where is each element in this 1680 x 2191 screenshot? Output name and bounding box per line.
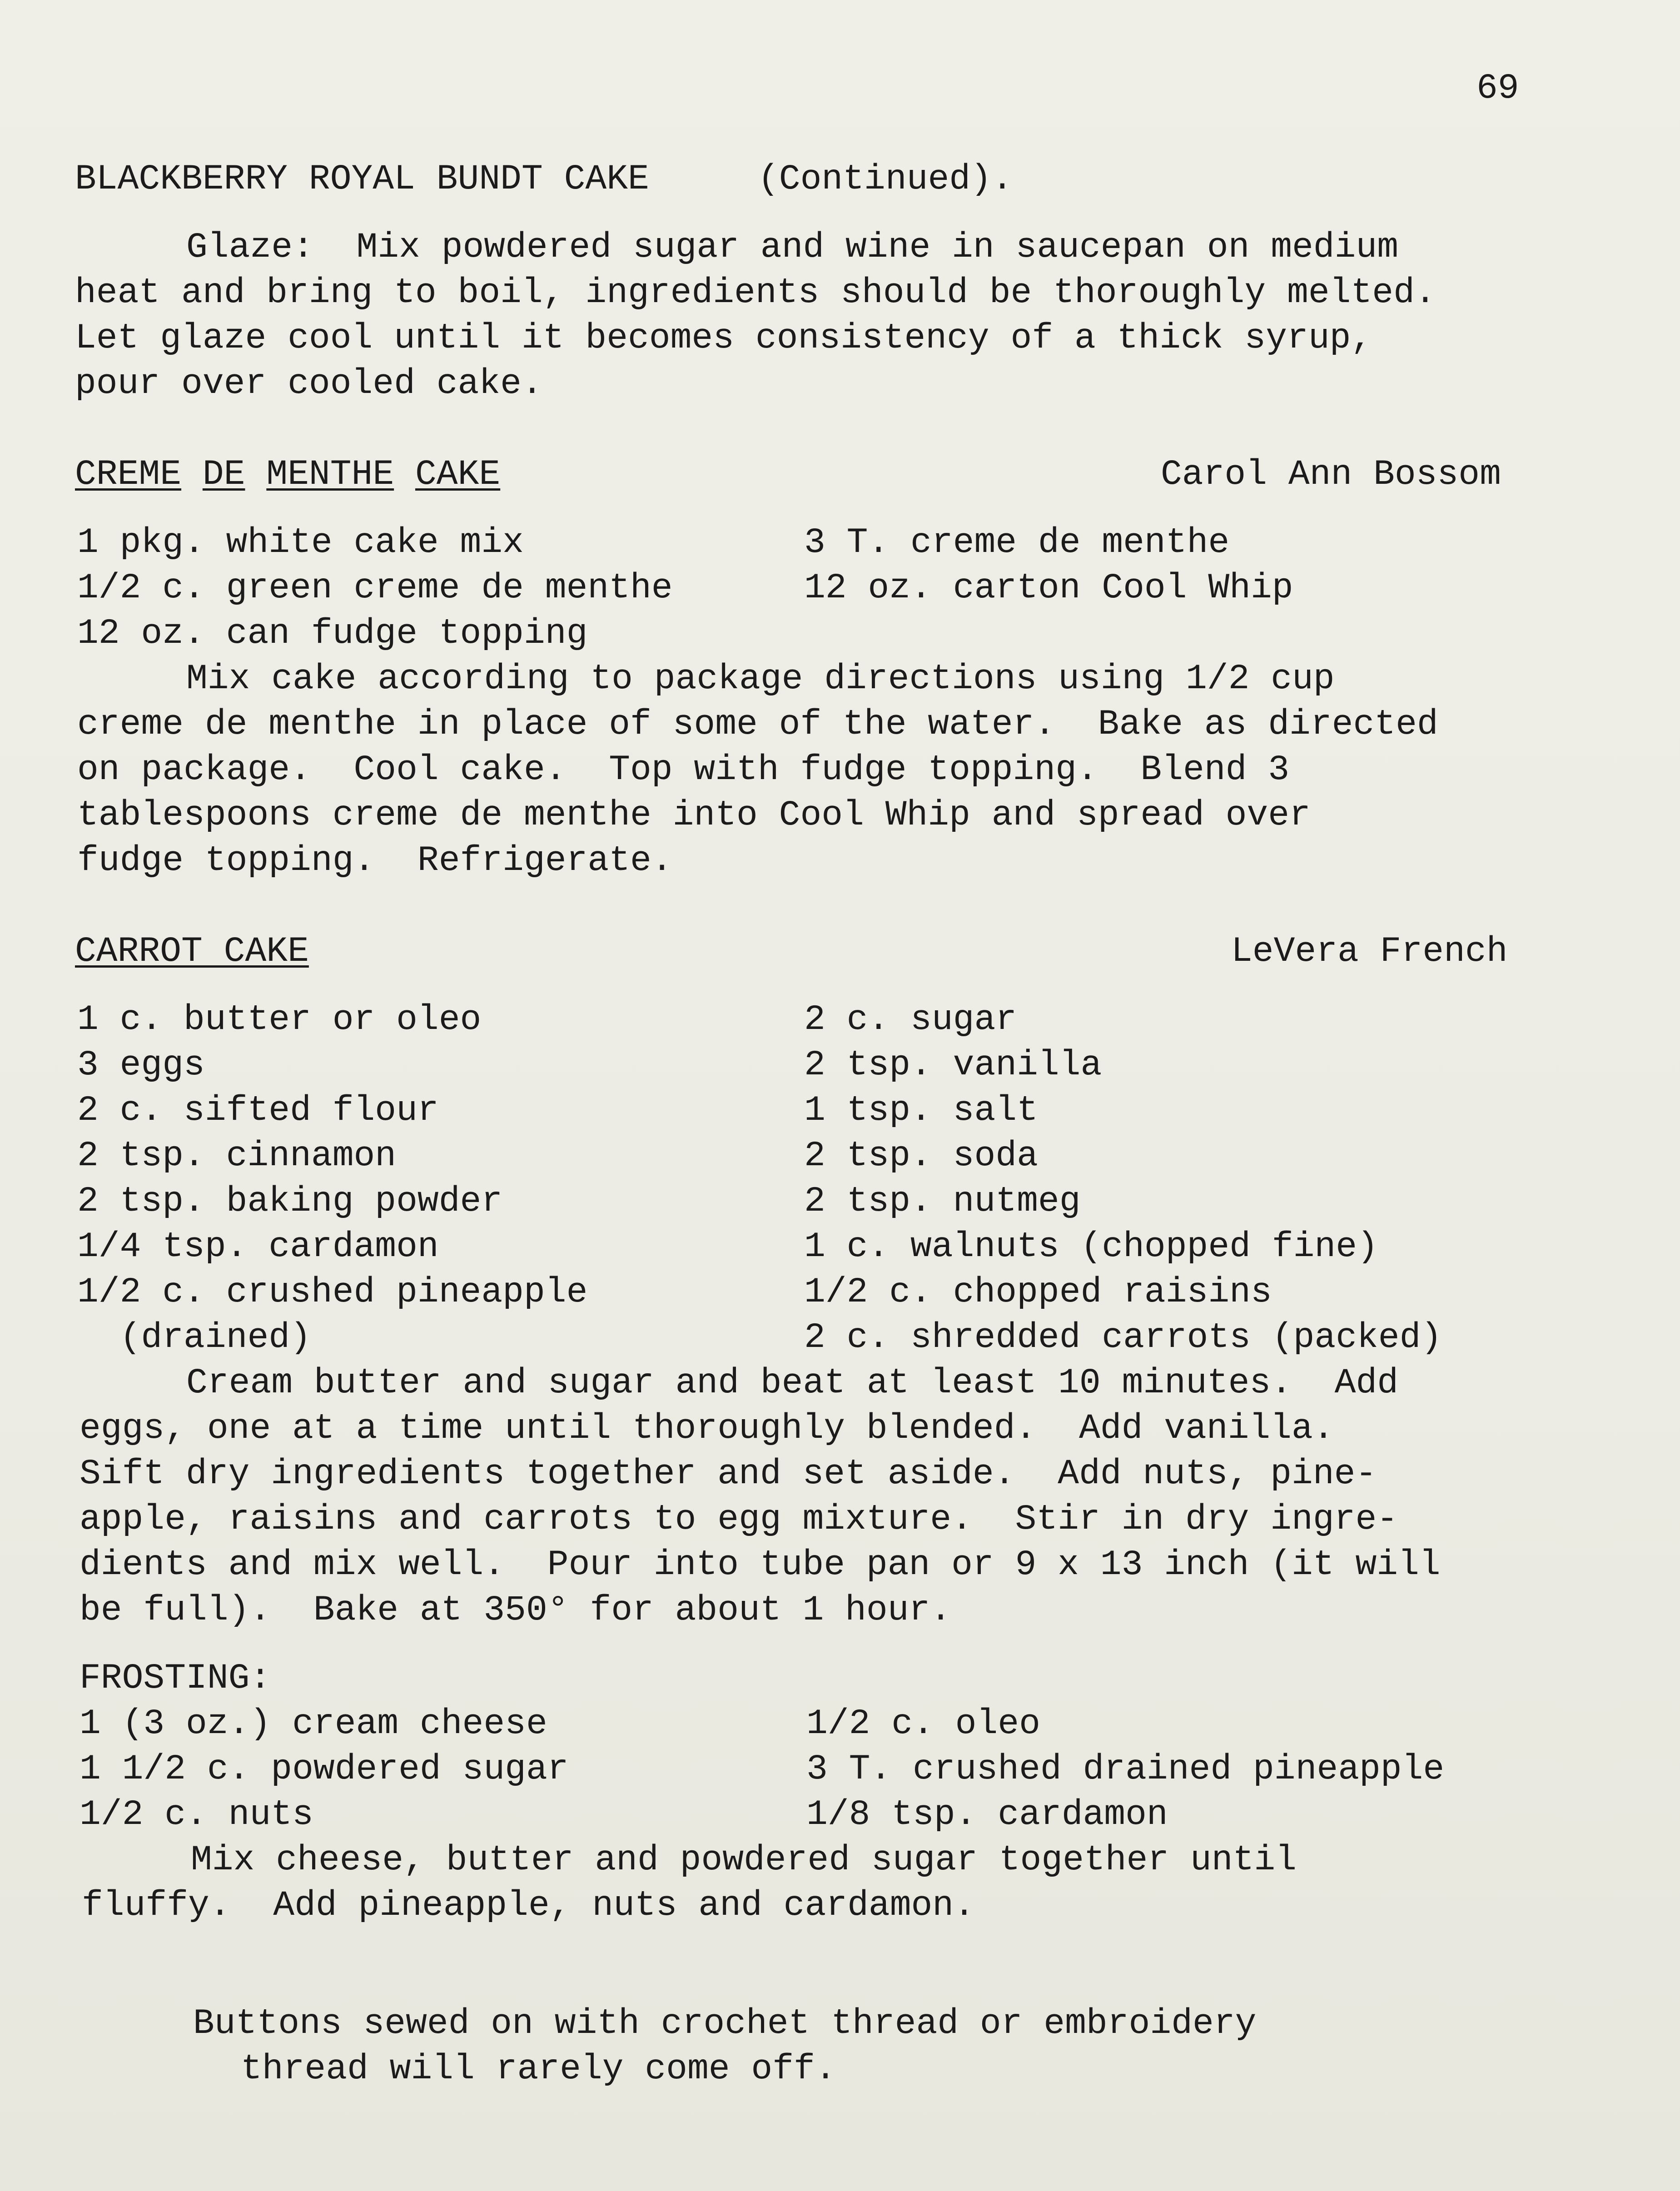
ingredient: 3 T. creme de menthe: [804, 523, 1230, 563]
carrot-direction-5: dients and mix well. Pour into tube pan or 9 x 13 inch (it will: [80, 1545, 1441, 1585]
ingredient: 2 c. sifted flour: [77, 1091, 439, 1131]
ingredient: 2 tsp. soda: [804, 1136, 1038, 1176]
ingredient: 1/2 c. oleo: [806, 1704, 1040, 1744]
ingredient: 12 oz. can fudge topping: [77, 614, 588, 654]
glaze-line-4: pour over cooled cake.: [75, 364, 543, 404]
recipe-title-carrot: CARROT CAKE: [75, 932, 309, 972]
ingredient: 1 pkg. white cake mix: [77, 523, 524, 563]
ingredient: 1 tsp. salt: [804, 1091, 1038, 1131]
recipe-title-blackberry: BLACKBERRY ROYAL BUNDT CAKE: [75, 159, 649, 199]
carrot-direction-4: apple, raisins and carrots to egg mixture. Stir in dry ingre-: [80, 1500, 1398, 1540]
tip-line-2: thread will rarely come off.: [241, 2049, 836, 2089]
glaze-line-3: Let glaze cool until it becomes consistency of a thick syrup,: [75, 318, 1372, 358]
ingredient: 1/2 c. green creme de menthe: [77, 568, 673, 608]
ingredient: 2 c. sugar: [804, 1000, 1017, 1040]
creme-direction-4: tablespoons creme de menthe into Cool Whip and spread over: [77, 795, 1311, 835]
frosting-title: FROSTING:: [80, 1659, 271, 1699]
ingredient: 1/8 tsp. cardamon: [806, 1795, 1168, 1835]
glaze-line-1: Glaze: Mix powdered sugar and wine in saucepan on medium: [186, 228, 1399, 268]
tip-line-1: Buttons sewed on with crochet thread or embroidery: [193, 2004, 1257, 2044]
frosting-direction-1: Mix cheese, butter and powdered sugar together until: [191, 1840, 1297, 1880]
carrot-direction-3: Sift dry ingredients together and set aside. Add nuts, pine-: [80, 1454, 1377, 1494]
carrot-direction-6: be full). Bake at 350° for about 1 hour.: [80, 1590, 952, 1630]
ingredient: 12 oz. carton Cool Whip: [804, 568, 1293, 608]
glaze-line-2: heat and bring to boil, ingredients should be thoroughly melted.: [75, 273, 1436, 313]
ingredient: 1 (3 oz.) cream cheese: [80, 1704, 547, 1744]
ingredient: 1 1/2 c. powdered sugar: [80, 1749, 569, 1789]
ingredient: 3 T. crushed drained pineapple: [806, 1749, 1445, 1789]
ingredient: 3 eggs: [77, 1045, 205, 1085]
ingredient: (drained): [77, 1318, 311, 1358]
creme-direction-1: Mix cake according to package directions using 1/2 cup: [186, 659, 1335, 699]
ingredient: 1/2 c. chopped raisins: [804, 1272, 1272, 1312]
ingredient: 2 tsp. cinnamon: [77, 1136, 397, 1176]
ingredient: 1 c. butter or oleo: [77, 1000, 482, 1040]
recipe-title-creme-de-menthe: CREME DE MENTHE CAKE: [75, 455, 501, 495]
ingredient: 1/2 c. crushed pineapple: [77, 1272, 588, 1312]
frosting-direction-2: fluffy. Add pineapple, nuts and cardamon.: [82, 1886, 975, 1926]
ingredient: 2 tsp. vanilla: [804, 1045, 1102, 1085]
author-creme: Carol Ann Bossom: [1161, 455, 1501, 495]
ingredient: 2 tsp. baking powder: [77, 1182, 503, 1222]
continued-label: (Continued).: [758, 159, 1013, 199]
author-carrot: LeVera French: [1231, 932, 1508, 972]
ingredient: 2 c. shredded carrots (packed): [804, 1318, 1442, 1358]
ingredient: 2 tsp. nutmeg: [804, 1182, 1081, 1222]
page-number: 69: [1476, 69, 1519, 109]
carrot-direction-2: eggs, one at a time until thoroughly blended. Add vanilla.: [80, 1409, 1334, 1449]
ingredient: 1 c. walnuts (chopped fine): [804, 1227, 1378, 1267]
ingredient: 1/2 c. nuts: [80, 1795, 313, 1835]
creme-direction-3: on package. Cool cake. Top with fudge topping. Blend 3: [77, 750, 1290, 790]
carrot-direction-1: Cream butter and sugar and beat at least 10 minutes. Add: [186, 1363, 1399, 1403]
creme-direction-2: creme de menthe in place of some of the water. Bake as directed: [77, 705, 1438, 745]
creme-direction-5: fudge topping. Refrigerate.: [77, 841, 673, 881]
ingredient: 1/4 tsp. cardamon: [77, 1227, 439, 1267]
